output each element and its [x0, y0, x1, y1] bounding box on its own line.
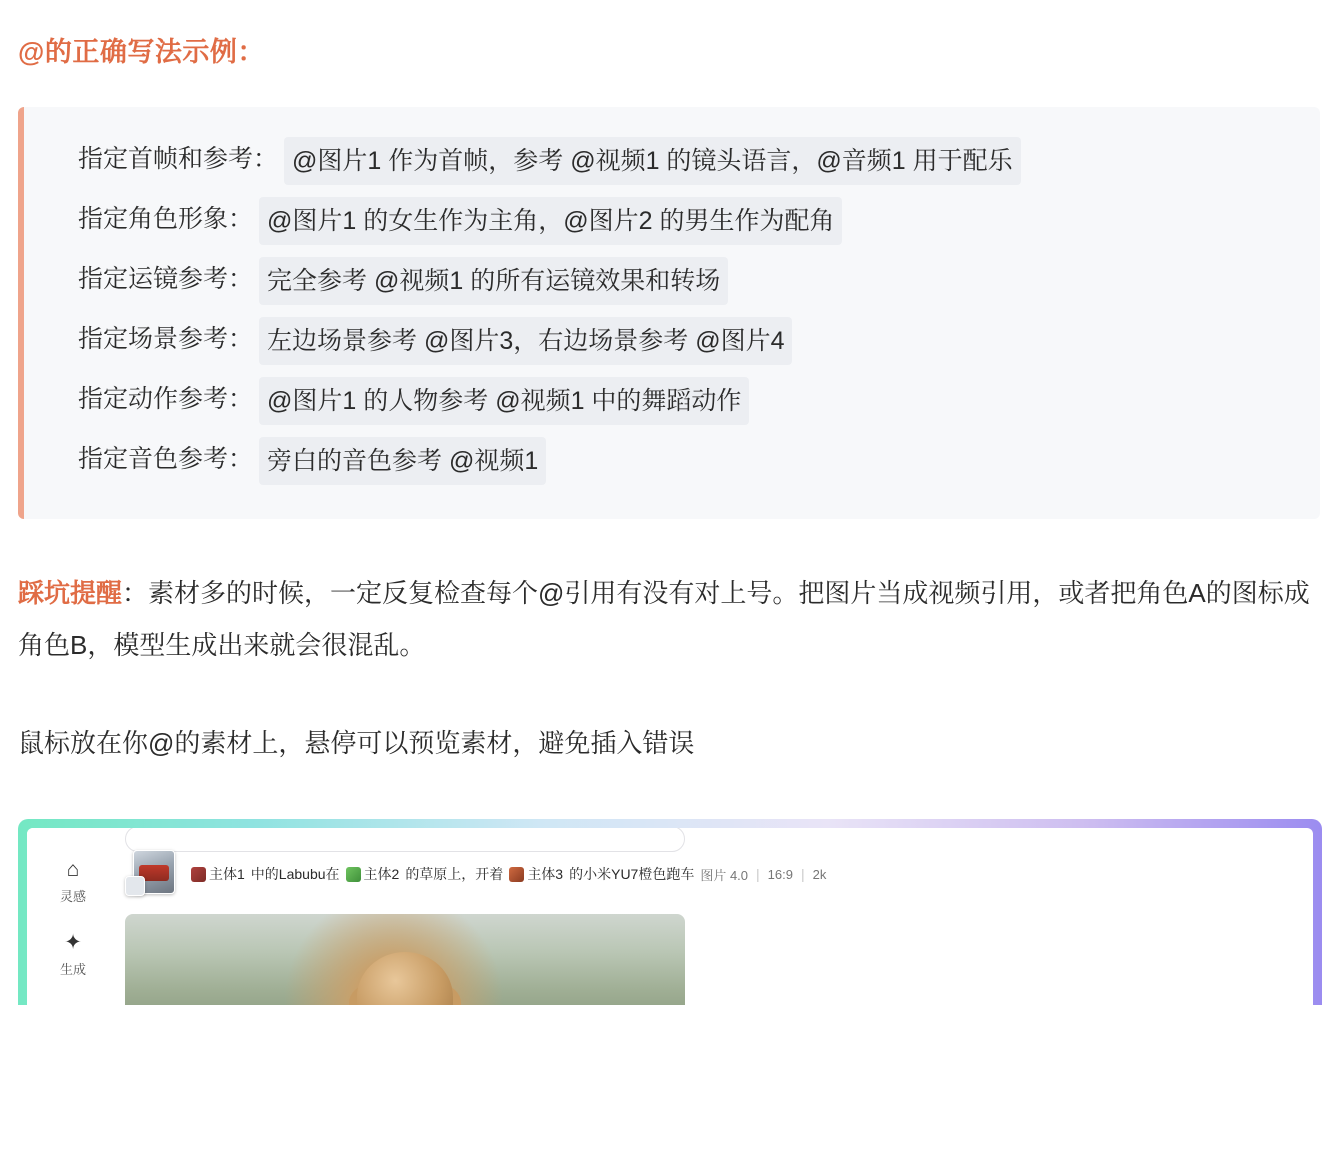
example-value: 旁白的音色参考 @视频1 — [259, 437, 546, 485]
chip-thumb-icon — [191, 867, 206, 882]
meta-resolution[interactable]: 2k — [812, 866, 827, 882]
example-row — [56, 257, 1292, 305]
mention-chip-subject2[interactable] — [346, 864, 400, 884]
example-value: @图片1 的人物参考 @视频1 中的舞蹈动作 — [259, 377, 749, 425]
home-icon: ⌂ — [66, 858, 80, 881]
sparkle-icon: ✦ — [64, 931, 82, 954]
example-row — [56, 137, 1292, 185]
example-card — [18, 107, 1320, 519]
warning-body: ：素材多的时候，一定反复检查每个@引用有没有对上号。把图片当成视频引用，或者把角色A的图标成角色B，模型生成出来就会很混乱。 — [18, 578, 1310, 660]
meta-model[interactable]: 图片 4.0 — [700, 867, 749, 883]
warning-paragraph — [0, 567, 1340, 671]
example-row — [56, 437, 1292, 485]
prompt-input[interactable] — [125, 828, 685, 852]
example-label: 指定场景参考： — [78, 325, 254, 353]
mention-chip-label: 主体1 — [209, 866, 245, 882]
sidebar-item-label: 灵感 — [59, 889, 86, 904]
example-value: 完全参考 @视频1 的所有运镜效果和转场 — [259, 257, 728, 305]
example-label: 指定运镜参考： — [78, 265, 254, 293]
example-label: 指定动作参考： — [78, 385, 254, 413]
sidebar-item-generate[interactable] — [27, 931, 119, 978]
example-row — [56, 317, 1292, 365]
chip-thumb-icon — [509, 867, 524, 882]
example-value: @图片1 的女生作为主角，@图片2 的男生作为配角 — [259, 197, 842, 245]
sidebar-item-inspiration[interactable] — [27, 858, 119, 905]
app-main — [119, 828, 1313, 1005]
prompt-text: 中的Labubu在 — [250, 866, 340, 882]
mention-chip-subject3[interactable] — [509, 864, 563, 884]
example-row — [56, 377, 1292, 425]
meta-divider: | — [756, 866, 760, 882]
app-sidebar — [27, 828, 119, 1005]
example-label: 指定音色参考： — [78, 445, 254, 473]
example-label: 指定角色形象： — [78, 205, 254, 233]
mention-chip-label: 主体3 — [527, 866, 564, 882]
meta-divider: | — [800, 866, 805, 882]
prompt-text: 的小米YU7橙色跑车 — [569, 866, 695, 882]
page-title: @的正确写法示例： — [18, 37, 265, 67]
thumbnail-image — [125, 876, 145, 896]
example-row — [56, 197, 1292, 245]
mention-chip-subject1[interactable] — [191, 864, 245, 884]
mention-chip-label: 主体2 — [363, 866, 400, 882]
sidebar-item-label: 生成 — [59, 962, 86, 977]
app-window — [27, 828, 1313, 1005]
example-label: 指定首帧和参考： — [78, 145, 279, 173]
example-value: @图片1 作为首帧，参考 @视频1 的镜头语言，@音频1 用于配乐 — [284, 137, 1021, 185]
meta-ratio[interactable]: 16:9 — [767, 866, 793, 882]
preview-image — [125, 914, 685, 1005]
prompt-text: 的草原上，开着 — [405, 866, 504, 882]
reference-thumbnails[interactable] — [125, 850, 181, 898]
example-value: 左边场景参考 @图片3，右边场景参考 @图片4 — [259, 317, 792, 365]
chip-thumb-icon — [346, 867, 361, 882]
prompt-bar — [119, 850, 1313, 898]
app-screenshot — [18, 819, 1322, 1005]
warning-lead: 踩坑提醒 — [18, 578, 123, 608]
tip-paragraph: 鼠标放在你@的素材上，悬停可以预览素材，避免插入错误 — [18, 728, 695, 758]
